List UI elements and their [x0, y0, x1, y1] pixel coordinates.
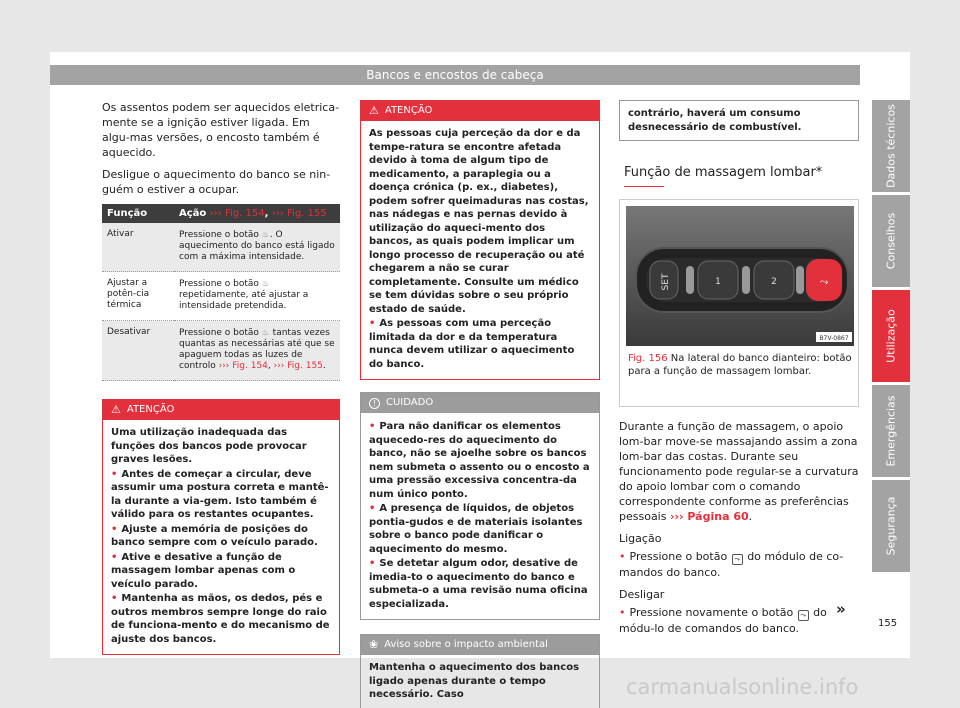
- continued-note: contrário, haverá um consumo desnecessário de combustível.: [619, 100, 859, 141]
- warning-triangle-icon: ⚠: [111, 403, 121, 416]
- column-2: [360, 100, 600, 708]
- intro-paragraph-2: Desligue o aquecimento do banco se nin-guém o estiver a ocupar.: [102, 168, 331, 196]
- page-number: 155: [878, 618, 898, 629]
- table-cell-function: Ajustar a potên-cia térmica: [102, 272, 174, 321]
- table-cell-function: Desativar: [102, 321, 174, 381]
- set-button[interactable]: [650, 261, 678, 299]
- continue-marker: »: [836, 600, 846, 618]
- page-link[interactable]: ››› Página 60: [669, 510, 749, 523]
- table-header-function: Função: [102, 204, 174, 223]
- table-header: [102, 204, 340, 223]
- massage-button-icon: ⤳: [732, 554, 743, 565]
- warning-header: ⚠ ATENÇÃO: [361, 101, 599, 121]
- figure-caption: Fig. 156 Na lateral do banco dianteiro: botão para a função de massagem lombar.: [628, 353, 852, 377]
- seat-heating-icon: ♨: [261, 328, 269, 337]
- tab-dados-tecnicos[interactable]: Dados técnicos: [872, 100, 910, 192]
- table-header-action: Ação ››› Fig. 154, ››› Fig. 155: [174, 204, 340, 223]
- column-1: [102, 100, 340, 665]
- seat-heating-icon: ♨: [261, 230, 269, 239]
- figure-link[interactable]: ››› Fig. 155: [273, 361, 323, 371]
- chapter-tabs: [872, 100, 910, 575]
- heading-underline: [624, 186, 664, 187]
- warning-box-seats: [102, 399, 340, 655]
- table-cell-function: Ativar: [102, 223, 174, 272]
- section-heading: Função de massagem lombar*: [624, 165, 823, 180]
- caution-body: • Para não danificar os elementos aquecedo-res do aquecimento do banco, não se ajoelhe sobre os bancos nem submeta o assento ou o encosto a uma pressão excessiva concentra-da num único ponto. • A presença de líquidos, de objetos pontia-gudos e de materiais isolantes sobre o banco pode danificar o aquecimento do mesmo. • Se detetar algum odor, desative de imedia-to o aquecimento do banco e submeta-o a uma revisão numa oficina especializada.: [361, 413, 599, 619]
- table-row: [102, 223, 340, 272]
- environment-header: ❀ Aviso sobre o impacto ambiental: [361, 635, 599, 655]
- tab-utilizacao[interactable]: Utilização: [872, 290, 910, 382]
- memory-separator: [686, 266, 694, 294]
- table-cell-action: Pressione o botão ♨. O aquecimento do banco está ligado com a máxima intensidade.: [174, 223, 340, 272]
- figure-code: B7V-0867: [819, 335, 849, 342]
- seat-heating-table: [102, 204, 340, 381]
- warning-body: As pessoas cuja perceção da dor e da tempe-ratura se encontre afetada devido à toma de algum tipo de medicamento, a paraplegia ou a doença crónica (p. ex., diabetes), podem sofrer queimaduras nas costas, nas nádegas e nas pernas devido à utilização do aqueci-mento dos bancos, as quais podem implicar um longo processo de recuperação ou até chegarem a não se curar completamente. Consulte um médico se tem dúvidas sobre o seu próprio estado de saúde. • As pessoas com uma perceção limitada da dor e da temperatura nunca devem utilizar o aquecimento do banco.: [361, 121, 599, 379]
- seat-control-illustration: [626, 206, 854, 346]
- svg-text:2: 2: [771, 277, 777, 287]
- figure-link[interactable]: ››› Fig. 154: [218, 361, 268, 371]
- column-3: [619, 100, 859, 643]
- caution-header: ! CUIDADO: [361, 393, 599, 413]
- off-instruction: • Pressione novamente o botão ⤳ do módu-lo de comandos do banco.: [619, 605, 859, 636]
- on-instruction: • Pressione o botão ⤳ do módulo de co-mandos do banco.: [619, 549, 859, 580]
- table-row: [102, 272, 340, 321]
- warning-triangle-icon: ⚠: [369, 104, 379, 117]
- memory-1-button[interactable]: [698, 261, 738, 299]
- section-header: Bancos e encostos de cabeça: [50, 65, 860, 85]
- memory-separator: [742, 266, 750, 294]
- watermark: carmanualsonline.info: [626, 675, 859, 699]
- seat-heating-icon: ♨: [261, 279, 269, 288]
- warning-box-burns: [360, 100, 600, 380]
- environment-body: Mantenha o aquecimento dos bancos ligado apenas durante o tempo necessário. Caso: [369, 662, 580, 700]
- table-row: [102, 321, 340, 381]
- intro-paragraph-1: Os assentos podem ser aquecidos eletrica-mente se a ignição estiver ligada. Em algu-mas versões, o encosto também é aquecido.: [102, 101, 340, 159]
- tab-emergencias[interactable]: Emergências: [872, 385, 910, 477]
- memory-separator: [796, 266, 804, 294]
- svg-text:SET: SET: [661, 273, 671, 291]
- svg-text:1: 1: [715, 277, 721, 287]
- warning-body: Uma utilização inadequada das funções dos bancos pode provocar graves lesões. • Antes de começar a circular, deve assumir uma postura correta e mantê-la durante a via-gem. Isto também é válido para os restantes ocupantes. • Ajuste a memória de posições do banco sempre com o veículo parado. • Ative e desative a função de massagem lombar apenas com o veículo parado. • Mantenha as mãos, os dedos, pés e outros membros sempre longe do raio de funciona-mento e do mecanismo de ajuste dos bancos.: [103, 420, 339, 654]
- lumbar-massage-button[interactable]: [806, 259, 842, 301]
- on-title: Ligação: [619, 532, 662, 545]
- massage-button-icon: ⤳: [798, 610, 809, 621]
- figure-156: [619, 199, 859, 407]
- table-cell-action: Pressione o botão ♨ repetidamente, até ajustar a intensidade pretendida.: [174, 272, 340, 321]
- off-title: Desligar: [619, 588, 665, 601]
- caution-box: [360, 392, 600, 620]
- leaf-icon: ❀: [369, 638, 379, 651]
- massage-seat-icon: ⤳: [819, 275, 829, 288]
- warning-header: ⚠ ATENÇÃO: [103, 400, 339, 420]
- table-cell-action: Pressione o botão ♨ tantas vezes quantas as necessárias até que se apaguem todas as luzes de controlo ››› Fig. 154, ››› Fig. 155.: [174, 321, 340, 381]
- exclamation-circle-icon: !: [369, 398, 380, 409]
- tab-seguranca[interactable]: Segurança: [872, 480, 910, 572]
- seat-control-photo: [626, 206, 854, 346]
- tab-conselhos[interactable]: Conselhos: [872, 195, 910, 287]
- environment-box: [360, 634, 600, 708]
- memory-2-button[interactable]: [754, 261, 794, 299]
- massage-description: Durante a função de massagem, o apoio lom-bar move-se massajando assim a zona lom-bar das costas. Durante seu funcionamento pode regular-se a curvatura do apoio lombar com o comando correspondente conforme as preferências pessoais ››› Página 60. Ligação • Pressione o botão ⤳ do módulo de co-mandos do banco. Desligar • Pressione novamente o botão ⤳ do módu-lo de comandos do banco.: [619, 419, 859, 636]
